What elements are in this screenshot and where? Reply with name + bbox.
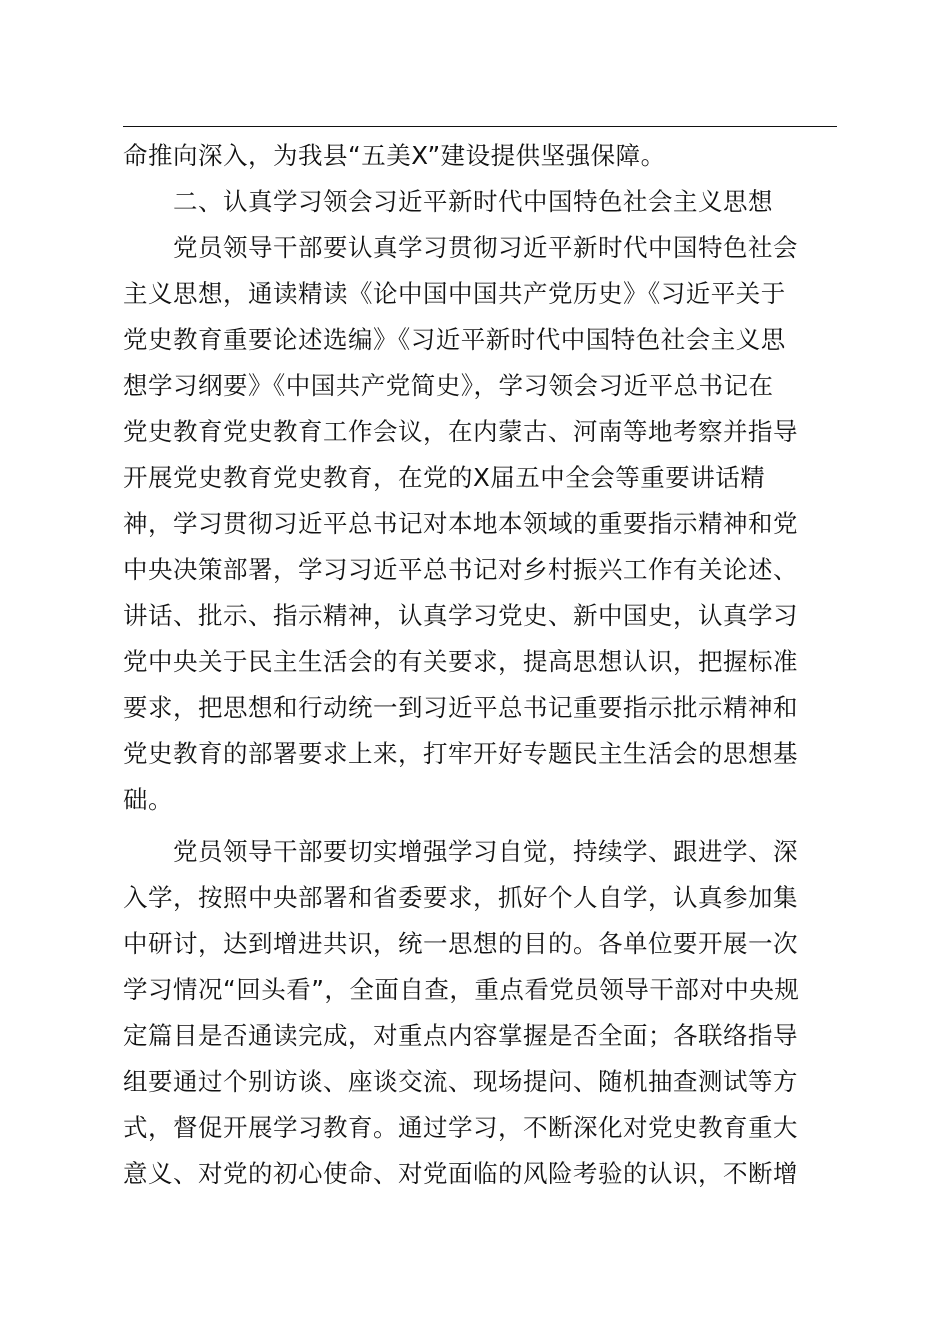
header-rule: [123, 126, 837, 127]
paragraph-1-line: 想学习纲要》《中国共产党简史》，学习领会习近平总书记在: [123, 371, 774, 400]
paragraph-1-line: 神，学习贯彻习近平总书记对本地本领域的重要指示精神和党: [123, 509, 798, 538]
paragraph-2-line: 组要通过个别访谈、座谈交流、现场提问、随机抽查测试等方: [123, 1067, 798, 1096]
paragraph-1-line: 党史教育的部署要求上来，打牢开好专题民主生活会的思想基: [123, 739, 798, 768]
paragraph-1-line: 中央决策部署，学习习近平总书记对乡村振兴工作有关论述、: [123, 555, 798, 584]
paragraph-2-line: 中研讨，达到增进共识，统一思想的目的。各单位要开展一次: [123, 929, 798, 958]
paragraph-1-line: 开展党史教育党史教育，在党的X届五中全会等重要讲话精: [123, 463, 766, 492]
paragraph-2-line: 式，督促开展学习教育。通过学习，不断深化对党史教育重大: [123, 1113, 798, 1142]
paragraph-2-line: 入学，按照中央部署和省委要求，抓好个人自学，认真参加集: [123, 883, 798, 912]
continuation-line: 命推向深入，为我县“五美X”建设提供坚强保障。: [123, 141, 666, 170]
paragraph-2-line: 意义、对党的初心使命、对党面临的风险考验的认识，不断增: [123, 1159, 798, 1188]
paragraph-1-line: 党中央关于民主生活会的有关要求，提高思想认识，把握标准: [123, 647, 798, 676]
paragraph-2-line: 党员领导干部要切实增强学习自觉，持续学、跟进学、深: [173, 837, 798, 866]
paragraph-1-line: 要求，把思想和行动统一到习近平总书记重要指示批示精神和: [123, 693, 798, 722]
paragraph-1-line: 党史教育党史教育工作会议，在内蒙古、河南等地考察并指导: [123, 417, 798, 446]
paragraph-2-line: 定篇目是否通读完成，对重点内容掌握是否全面；各联络指导: [123, 1021, 798, 1050]
paragraph-1-line: 党员领导干部要认真学习贯彻习近平新时代中国特色社会: [173, 233, 798, 262]
paragraph-1-line: 党史教育重要论述选编》《习近平新时代中国特色社会主义思: [123, 325, 786, 354]
paragraph-1-line: 讲话、批示、指示精神，认真学习党史、新中国史，认真学习: [123, 601, 798, 630]
section-heading: 二、认真学习领会习近平新时代中国特色社会主义思想: [173, 187, 773, 216]
paragraph-2-line: 学习情况“回头看”，全面自查，重点看党员领导干部对中央规: [123, 975, 800, 1004]
paragraph-1-line: 主义思想，通读精读《论中国中国共产党历史》《习近平关于: [123, 279, 786, 308]
paragraph-1-line: 础。: [123, 785, 173, 814]
